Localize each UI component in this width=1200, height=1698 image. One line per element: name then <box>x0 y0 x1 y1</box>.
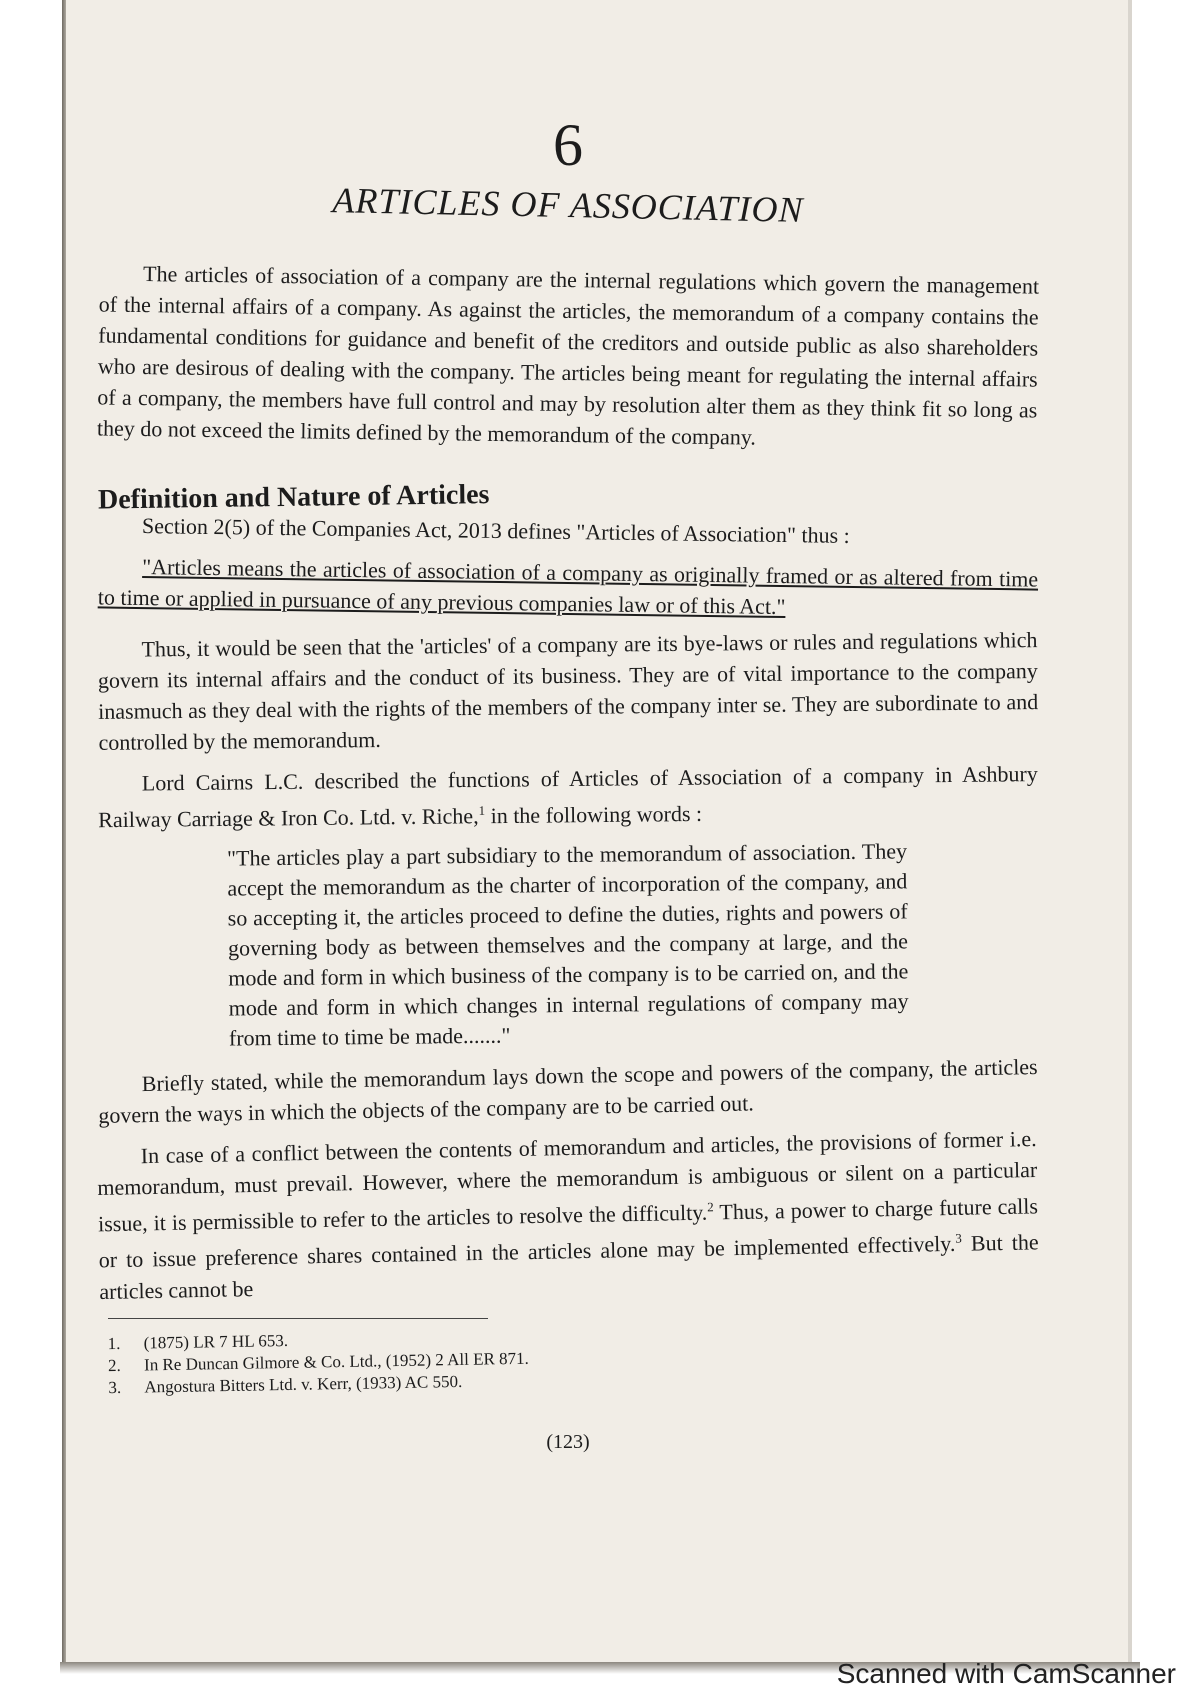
cairns-intro-tail: in the following words : <box>485 800 703 829</box>
footnote-rule <box>108 1318 488 1319</box>
footnote-ref-2: 2 <box>707 1199 714 1215</box>
conflict-paragraph <box>96 1123 1039 1307</box>
chapter-number: 6 <box>553 112 583 178</box>
footnote-number: 2. <box>107 1355 121 1376</box>
footnote-text: Angostura Bitters Ltd. v. Kerr, (1933) AC 550. <box>144 1371 463 1397</box>
chapter-title: ARTICLES OF ASSOCIATION <box>332 180 804 230</box>
briefly-paragraph: Briefly stated, while the memorandum lays down the scope and powers of the company, the articles govern the ways in which the objects of the company are to be carried out. <box>98 1054 1038 1129</box>
cairns-quote: "The articles play a part subsidiary to the memorandum of association. They accept the memorandum as the charter of incorporation of the company, and so accepting it, the articles proceed to define the duties, rights and powers of governing body as between themselves and the company at large, and the mode and form in which business of the company is to be carried on, and the mode and form in which changes in internal regulations of company may from time to time be made......." <box>226 838 909 1051</box>
definition-quote: "Articles means the articles of association of a company as originally framed or as altered from time to time or applied in pursuance of any previous companies law or of this Act." <box>97 554 1039 620</box>
footnote-ref-1: 1 <box>478 802 486 818</box>
footnote-text: In Re Duncan Gilmore & Co. Ltd., (1952) 2 All ER 871. <box>143 1348 529 1375</box>
page-content <box>98 100 1038 1454</box>
definition-intro: Section 2(5) of the Companies Act, 2013 defines "Articles of Association" thus : <box>141 513 850 548</box>
page-right-edge <box>1128 0 1132 1668</box>
cairns-intro <box>98 758 1039 835</box>
scanner-watermark: Scanned with CamScanner <box>836 1658 1176 1689</box>
page-number: (123) <box>546 1430 590 1453</box>
conflict-text-b: Thus, a power to charge future calls or to issue preference shares contained in the articles alone may be implemented effectively. <box>98 1193 1039 1273</box>
cairns-intro-text: Lord Cairns L.C. described the functions of Articles of Association of a company in Ashbury Railway Carriage & Iron Co. Ltd. v. Riche, <box>98 761 1038 833</box>
intro-paragraph: The articles of association of a company are the internal regulations which govern the management of the internal affairs of a company. As against the articles, the memorandum of a company contains the fundamental conditions for guidance and benefit of the creditors and outside public as also shareholders who are desirous of dealing with the company. The articles being meant for regulating the internal affairs of a company, the members have full control and may by resolution alter them as they think fit so long as they do not exceed the limits defined by the memorandum of the company. <box>96 261 1040 450</box>
footnote-text: (1875) LR 7 HL 653. <box>143 1330 289 1353</box>
section-heading: Definition and Nature of Articles <box>97 479 490 516</box>
conflict-text-a: In case of a conflict between the contents of memorandum and articles, the provisions of former i.e. memorandum, must prevail. However, where the memorandum is ambiguous or silent on a particular issue, it is permissible to refer to the articles to resolve the difficulty. <box>97 1126 1038 1237</box>
footnote-number: 3. <box>108 1377 122 1398</box>
footnote-ref-3: 3 <box>955 1231 962 1247</box>
footnotes <box>107 1317 1038 1399</box>
footnote-number: 1. <box>107 1333 121 1354</box>
conflict-text-c: But the articles cannot be <box>99 1229 1039 1304</box>
thus-paragraph: Thus, it would be seen that the 'articles' of a company are its bye-laws or rules and regulations which govern its internal affairs and the conduct of its business. They are of vital importance to the company inasmuch as they deal with the rights of the members of the company inter se. They are subordinate to and controlled by the memorandum. <box>97 627 1039 755</box>
